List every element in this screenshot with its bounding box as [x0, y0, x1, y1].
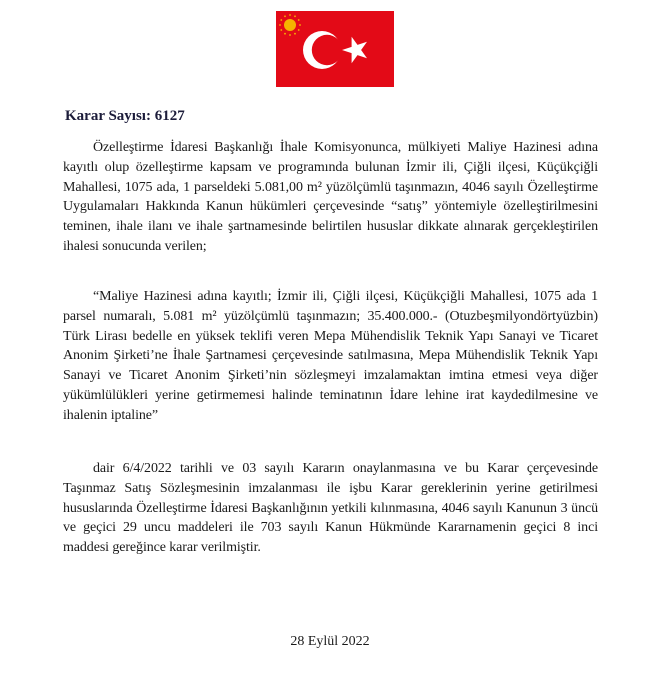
turkish-flag-emblem — [276, 11, 394, 87]
paragraph-intro: Özelleştirme İdaresi Başkanlığı İhale Komisyonunca, mülkiyeti Maliye Hazinesi adına kayıtlı olup özelleştirme kapsam ve programında bulunan İzmir ili, Çiğli ilçesi, Küçükçiğli Mahallesi, 1075 ada, 1 parseldeki 5.081,00 m² yüzölçümlü taşınmazın, 4046 sayılı Özelleştirme Uygulamaları Hakkında Kanun hükümleri çerçevesinde “satış” yöntemiyle özelleştirilmesini teminen, ihale ilanı ve ihale şartnamesinde belirtilen hususlar dikkate alınarak gerçekleştirilen ihalesi sonucunda verilen; — [63, 140, 598, 254]
document-date: 28 Eylül 2022 — [290, 634, 370, 649]
crescent-star-icon — [276, 11, 394, 87]
paragraph-quoted-decision: “Maliye Hazinesi adına kayıtlı; İzmir ili, Çiğli ilçesi, Küçükçiğli Mahallesi, 1075 ada 1 parsel numaralı, 5.081 m² yüzölçümlü taşınmazın; 35.400.000.- (Otuzbeşmilyondörtyüzbin) Türk Lirası bedelle en yüksek teklifi veren Mepa Mühendislik Teknik Yapı Sanayi ve Ticaret Anonim Şirketi’ne İhale Şartnamesi çerçevesinde satılmasına, Mepa Mühendislik Teknik Yapı Sanayi ve Ticaret Anonim Şirketi’nin sözleşmeyi imzalamaktan imtina etmesi veya diğer yükümlülükleri yerine getirmemesi halinde teminatının İdare lehine irat kaydedilmesine ve ihalenin iptaline” — [63, 289, 598, 423]
paragraph-conclusion: dair 6/4/2022 tarihli ve 03 sayılı Kararın onaylanmasına ve bu Karar çerçevesinde Taşınmaz Satış Sözleşmesinin imzalanması ile işbu Karar gereklerinin yerine getirilmesi hususlarında Özelleştirme İdaresi Başkanlığının yetkili kılınmasına, 4046 sayılı Kanunun 3 üncü ve geçici 29 uncu maddeleri ile 703 sayılı Kanun Hükmünde Kararnamenin geçici 8 inci maddesi gereğince karar verilmiştir. — [63, 461, 598, 556]
decision-number-title: Karar Sayısı: 6127 — [65, 108, 185, 124]
